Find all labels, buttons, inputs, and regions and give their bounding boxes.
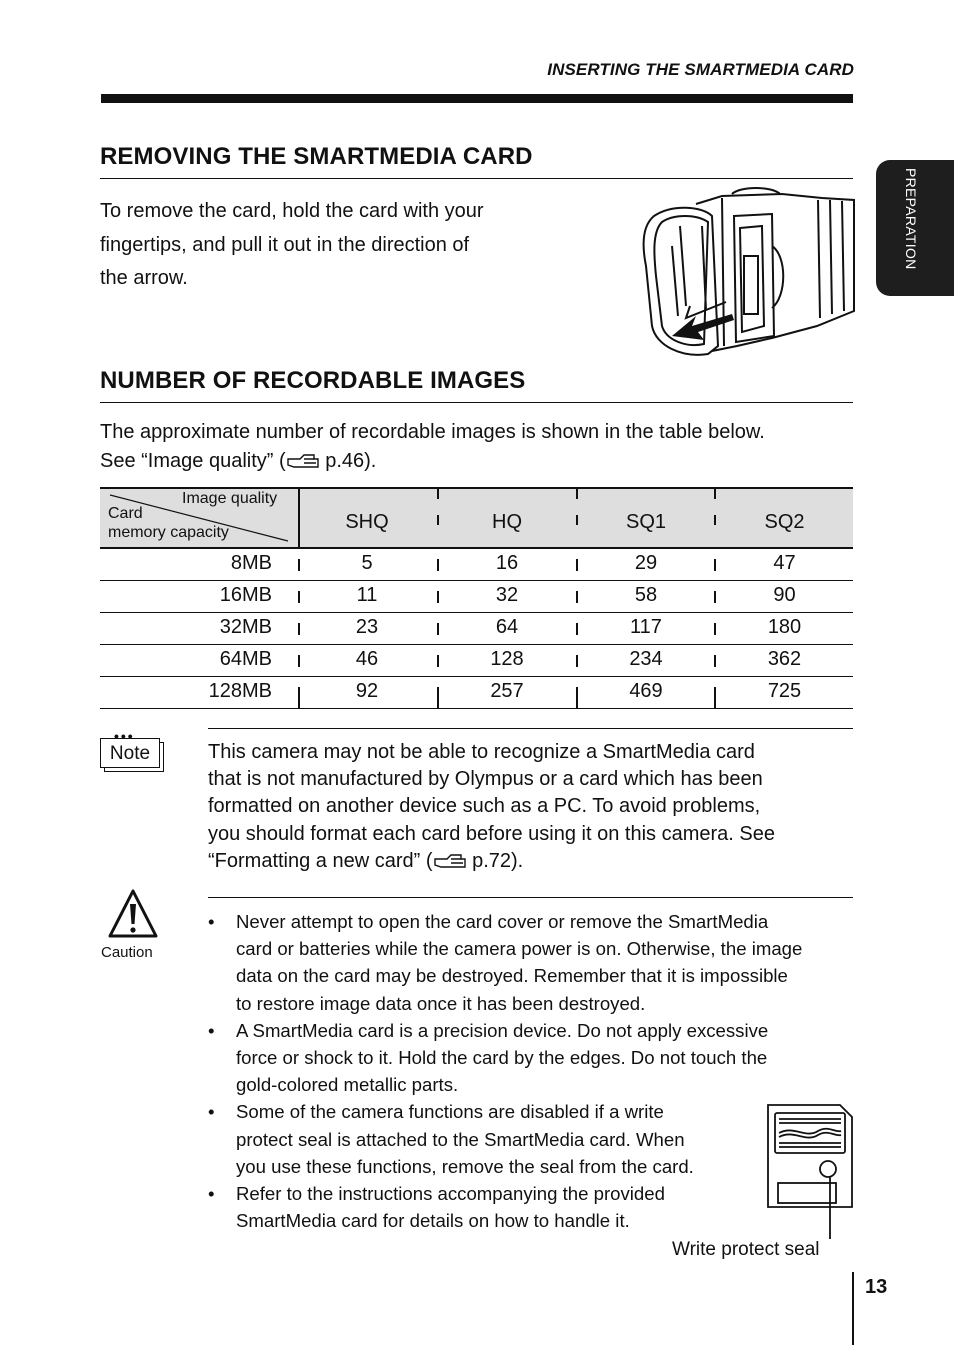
caution-bullets xyxy=(208,908,802,1234)
table-cell: 47 xyxy=(773,552,796,574)
column-separator xyxy=(576,687,578,709)
note-rule xyxy=(208,728,853,729)
column-header: SQ1 xyxy=(625,511,667,533)
removing-line: the arrow. xyxy=(100,267,188,289)
column-separator xyxy=(437,591,439,603)
table-row xyxy=(100,581,853,613)
table-cell: 234 xyxy=(629,648,663,670)
column-separator xyxy=(298,559,300,571)
column-header: HQ xyxy=(492,511,522,533)
table-cell: 29 xyxy=(634,552,658,574)
recordable-intro-line: The approximate number of recordable images is shown in the table below. xyxy=(100,421,765,443)
column-separator xyxy=(298,687,300,709)
table-cell: 23 xyxy=(355,616,379,638)
column-separator xyxy=(576,655,578,667)
column-separator xyxy=(576,623,578,635)
removing-heading: REMOVING THE SMARTMEDIA CARD xyxy=(100,143,533,170)
row-capacity: 32MB xyxy=(219,616,272,638)
caution-bullet xyxy=(208,908,802,1017)
column-separator xyxy=(298,591,300,603)
bullet-dot: • xyxy=(208,1019,215,1041)
table-cell: 257 xyxy=(490,680,524,702)
removing-heading-rule xyxy=(100,178,853,179)
table-cell: 90 xyxy=(773,584,796,606)
note-text xyxy=(208,739,858,875)
row-capacity: 16MB xyxy=(219,584,272,606)
bullet-line: A SmartMedia card is a precision device. Do not apply excessive xyxy=(236,1019,769,1041)
row-capacity: 8MB xyxy=(230,552,272,574)
column-separator xyxy=(576,591,578,603)
column-separator xyxy=(437,515,439,525)
column-header: SHQ xyxy=(345,511,389,533)
removing-text xyxy=(100,195,484,296)
page-number: 13 xyxy=(865,1276,888,1298)
table-cell: 128 xyxy=(490,648,524,670)
bullet-line: SmartMedia card for details on how to handle it. xyxy=(236,1210,630,1232)
caution-triangle-icon xyxy=(108,888,158,940)
removing-line: To remove the card, hold the card with your xyxy=(100,200,484,222)
bullet-dot: • xyxy=(208,911,215,932)
bullet-line: you use these functions, remove the seal from the card. xyxy=(236,1155,694,1177)
column-separator xyxy=(437,559,439,571)
bullet-line: force or shock to it. Hold the card by the edges. Do not touch the xyxy=(236,1047,768,1069)
recordable-intro-line-2 xyxy=(100,447,765,476)
removing-line: fingertips, and pull it out in the direction of xyxy=(100,233,470,256)
table-row xyxy=(100,645,853,677)
page-number-rule xyxy=(852,1272,854,1345)
table-row xyxy=(100,677,853,709)
column-separator xyxy=(298,655,300,667)
column-separator xyxy=(437,655,439,667)
bullet-dot: • xyxy=(208,1183,215,1205)
note-dots-icon: ••• xyxy=(114,728,135,744)
side-tab xyxy=(876,160,954,296)
bullet-dot: • xyxy=(208,1101,215,1123)
column-separator xyxy=(576,489,578,499)
recordable-heading-rule xyxy=(100,402,853,403)
caution-bullet xyxy=(208,1017,802,1099)
column-separator xyxy=(437,489,439,499)
caution-label: Caution xyxy=(101,944,153,961)
note-badge xyxy=(100,728,160,770)
note-line: formatted on another device such as a PC. To avoid problems, xyxy=(208,795,761,818)
pointing-hand-icon xyxy=(286,451,320,471)
table-cell: 16 xyxy=(495,552,519,574)
note-ref-pre: “Formatting a new card” ( xyxy=(208,849,433,872)
pointing-hand-icon xyxy=(433,851,467,871)
note-line: This camera may not be able to recognize a SmartMedia card xyxy=(208,741,755,763)
column-separator xyxy=(298,623,300,635)
bullet-line: Refer to the instructions accompanying the provided xyxy=(236,1183,665,1205)
note-line: that is not manufactured by Olympus or a card which has been xyxy=(208,768,763,791)
table-cell: 117 xyxy=(630,616,662,638)
table-cell: 46 xyxy=(355,648,379,670)
bullet-line: gold-colored metallic parts. xyxy=(236,1074,459,1096)
bullet-line: Never attempt to open the card cover or remove the SmartMedia xyxy=(236,911,769,932)
column-separator xyxy=(576,515,578,525)
bullet-line: Some of the camera functions are disabled if a write xyxy=(236,1101,664,1123)
table-cell: 725 xyxy=(767,680,802,702)
corner-label-card: Card xyxy=(108,505,143,522)
column-separator xyxy=(714,591,716,603)
table-cell: 32 xyxy=(495,584,519,606)
camera-card-removal-illustration xyxy=(622,186,856,372)
table-cell: 5 xyxy=(361,552,373,574)
side-tab-label: PREPARATION xyxy=(903,168,919,270)
recordable-intro xyxy=(100,418,765,476)
column-separator xyxy=(437,687,439,709)
bullet-line: to restore image data once it has been destroyed. xyxy=(236,992,646,1014)
column-separator xyxy=(714,655,716,667)
running-head: INSERTING THE SMARTMEDIA CARD xyxy=(547,60,854,79)
intro-ref-pre: See “Image quality” ( xyxy=(100,450,286,472)
column-separator xyxy=(714,623,716,635)
table-cell: 64 xyxy=(495,616,519,638)
corner-label-quality: Image quality xyxy=(182,490,278,507)
table-cell: 180 xyxy=(767,616,802,638)
table-row xyxy=(100,613,853,645)
smartmedia-card-illustration xyxy=(766,1103,854,1243)
note-line-last xyxy=(208,848,858,875)
note-line: you should format each card before using it on this camera. See xyxy=(208,822,775,845)
table-cell: 58 xyxy=(634,584,658,606)
note-label: Note xyxy=(100,738,160,768)
table-cell: 362 xyxy=(767,648,802,670)
table-cell: 469 xyxy=(629,680,663,702)
table-row xyxy=(100,549,853,581)
bullet-line: data on the card may be destroyed. Remember that it is impossible xyxy=(236,965,788,987)
column-header: SQ2 xyxy=(764,511,805,533)
table-cell: 11 xyxy=(356,584,378,606)
column-separator xyxy=(714,559,716,571)
column-separator xyxy=(298,489,300,547)
write-protect-label: Write protect seal xyxy=(672,1239,820,1260)
row-capacity: 128MB xyxy=(208,680,272,702)
corner-label-capacity: memory capacity xyxy=(108,524,229,541)
bullet-line: protect seal is attached to the SmartMedia card. When xyxy=(236,1128,685,1150)
table-header xyxy=(100,487,853,549)
caution-rule xyxy=(208,897,853,898)
column-separator xyxy=(576,559,578,571)
table-cell: 92 xyxy=(355,680,379,702)
top-rule xyxy=(101,94,853,103)
column-separator xyxy=(714,687,716,709)
note-ref-post: p.72). xyxy=(466,849,524,872)
column-separator xyxy=(437,623,439,635)
column-separator xyxy=(714,515,716,525)
intro-ref-post: p.46). xyxy=(319,450,377,472)
caution-bullet xyxy=(208,1098,802,1180)
column-separator xyxy=(714,489,716,499)
caution-bullet xyxy=(208,1180,802,1234)
bullet-line: card or batteries while the camera power is on. Otherwise, the image xyxy=(236,938,803,960)
recordable-heading: NUMBER OF RECORDABLE IMAGES xyxy=(100,367,526,394)
row-capacity: 64MB xyxy=(219,648,272,670)
